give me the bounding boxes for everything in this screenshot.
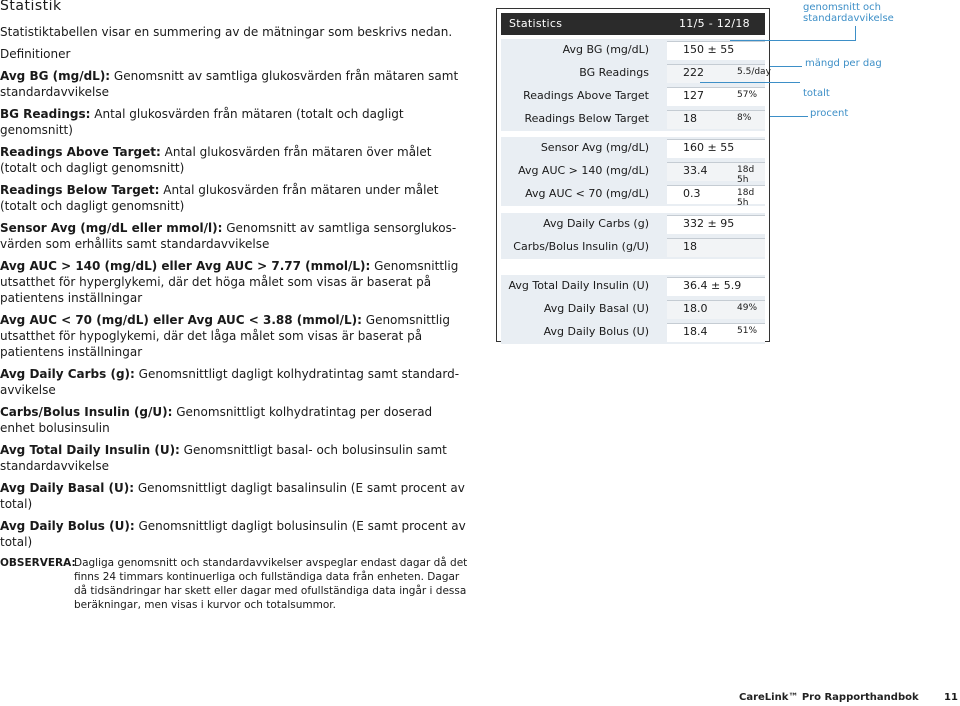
definition-item	[0, 366, 470, 398]
statistics-extra: 49%	[737, 303, 758, 313]
statistics-label: Avg Daily Basal (U)	[543, 302, 649, 315]
annotation-per-day: mängd per dag	[805, 58, 882, 69]
statistics-row	[501, 300, 765, 319]
statistics-row	[501, 87, 765, 106]
definition-text: Genomsnittligt dagligt basalinsulin (E samt procent av total)	[0, 481, 465, 511]
statistics-label: Avg AUC < 70 (mg/dL)	[525, 187, 649, 200]
definition-term: Sensor Avg (mg/dL eller mmol/l):	[0, 221, 223, 235]
definition-term: Avg Daily Basal (U):	[0, 481, 135, 495]
statistics-row	[501, 110, 765, 129]
definition-text: Genomsnitt av samtliga sensorglukosvärden som erhållits samt standardavvikelse	[0, 221, 457, 251]
definition-text: Genomsnittligt kolhydratintag per doserad enhet bolusinsulin	[0, 405, 433, 435]
statistics-extra: 8%	[737, 113, 752, 123]
page-title: Statistik	[0, 0, 62, 14]
statistics-value: 18	[683, 240, 697, 253]
definition-term: Avg AUC < 70 (mg/dL) eller Avg AUC < 3.88 (mmol/L):	[0, 313, 362, 327]
footer-manual-title: CareLink™ Pro Rapporthandbok	[739, 692, 919, 703]
definition-text: Antal glukosvärden från mätaren över målet (totalt och dagligt genomsnitt)	[0, 145, 432, 175]
statistics-row	[501, 64, 771, 83]
statistics-value: 36.4 ± 5.9	[683, 279, 742, 292]
statistics-row	[501, 215, 765, 234]
definition-text: Genomsnittligt basal- och bolusinsulin samt standardavvikelse	[0, 443, 447, 473]
annotation-total: totalt	[803, 88, 830, 99]
note	[0, 556, 470, 612]
statistics-group	[501, 39, 771, 131]
definition-item	[0, 442, 470, 474]
annotation-total-line	[700, 82, 800, 83]
annotation-percent-line	[770, 116, 808, 117]
statistics-label: Carbs/Bolus Insulin (g/U)	[513, 240, 649, 253]
statistics-row	[501, 277, 765, 296]
statistics-value: 18.4	[683, 325, 708, 338]
statistics-date-range: 11/5 - 12/18	[679, 17, 750, 30]
definition-term: Avg AUC > 140 (mg/dL) eller Avg AUC > 7.77 (mmol/L):	[0, 259, 371, 273]
statistics-value: 0.3	[683, 187, 701, 200]
statistics-group	[501, 137, 765, 206]
statistics-group	[501, 275, 765, 344]
page-number: 11	[944, 692, 958, 703]
note-label: OBSERVERA:	[0, 557, 76, 569]
statistics-value: 150 ± 55	[683, 43, 735, 56]
statistics-label: Readings Above Target	[523, 89, 649, 102]
definition-item	[0, 518, 470, 550]
definition-item	[0, 258, 470, 306]
statistics-row	[501, 139, 765, 158]
definitions-heading: Definitioner	[0, 47, 71, 61]
statistics-row	[501, 323, 765, 342]
statistics-value: 33.4	[683, 164, 708, 177]
definition-item	[0, 312, 470, 360]
statistics-row	[501, 185, 765, 208]
definition-item	[0, 220, 470, 252]
statistics-group	[501, 213, 765, 259]
definition-text: Genomsnittlig utsatthet för hypoglykemi, där det låga målet som visas är baserat på patientens inställningar	[0, 313, 450, 359]
definition-text: Genomsnittligt dagligt bolusinsulin (E samt procent av total)	[0, 519, 466, 549]
statistics-row	[501, 41, 765, 60]
statistics-extra: 57%	[737, 90, 758, 100]
definition-term: Avg Daily Carbs (g):	[0, 367, 135, 381]
definition-text: Genomsnitt av samtliga glukosvärden från mätaren samt standardavvikelse	[0, 69, 459, 99]
statistics-label: Sensor Avg (mg/dL)	[540, 141, 649, 154]
definition-term: Avg Total Daily Insulin (U):	[0, 443, 180, 457]
statistics-value: 18.0	[683, 302, 708, 315]
definition-text: Genomsnittlig utsatthet för hyperglykemi, där det höga målet som visas är baserat på patientens inställningar	[0, 259, 459, 305]
statistics-header	[501, 13, 765, 35]
definition-item	[0, 144, 470, 176]
statistics-extra: 18d 5h	[737, 188, 755, 208]
annotation-mean-sd-line-h	[730, 40, 856, 41]
definition-term: Readings Below Target:	[0, 183, 160, 197]
definition-text: Genomsnittligt dagligt kolhydratintag samt standardavvikelse	[0, 367, 460, 397]
statistics-label: Avg Daily Bolus (U)	[543, 325, 649, 338]
note-text: Dagliga genomsnitt och standardavvikelser avspeglar endast dagar då det finns 24 timmars kontinuerliga och fullständiga data från enheten. Dagar då tidsändringar har skett eller dagar med ofullständiga data ingår i dessa beräkningar, men visas i kurvor och totalsummor.	[74, 557, 468, 611]
statistics-value: 222	[683, 66, 704, 79]
definition-item	[0, 182, 470, 214]
annotation-per-day-line	[770, 66, 802, 67]
statistics-label: Avg BG (mg/dL)	[562, 43, 649, 56]
statistics-value: 127	[683, 89, 704, 102]
statistics-value-cell	[667, 238, 765, 257]
definitions-list	[0, 68, 470, 550]
definitions-column	[0, 24, 470, 612]
statistics-value: 332 ± 95	[683, 217, 735, 230]
statistics-label: Avg Total Daily Insulin (U)	[508, 279, 649, 292]
definition-term: Avg BG (mg/dL):	[0, 69, 111, 83]
definition-term: Carbs/Bolus Insulin (g/U):	[0, 405, 173, 419]
statistics-label: Avg AUC > 140 (mg/dL)	[518, 164, 649, 177]
statistics-row	[501, 162, 765, 185]
definition-item	[0, 68, 470, 100]
definition-term: BG Readings:	[0, 107, 91, 121]
statistics-row	[501, 238, 765, 257]
statistics-extra: 51%	[737, 326, 758, 336]
annotation-mean-sd: genomsnitt och standardavvikelse	[803, 2, 894, 24]
statistics-label: BG Readings	[579, 66, 649, 79]
definition-item	[0, 480, 470, 512]
definition-text: Antal glukosvärden från mätaren under målet (totalt och dagligt genomsnitt)	[0, 183, 439, 213]
annotation-mean-sd-line	[855, 26, 856, 40]
intro-text: Statistiktabellen visar en summering av de mätningar som beskrivs nedan.	[0, 25, 453, 39]
definition-item	[0, 106, 470, 138]
statistics-table	[496, 8, 770, 342]
definition-text: Antal glukosvärden från mätaren (totalt och dagligt genomsnitt)	[0, 107, 404, 137]
statistics-title: Statistics	[509, 17, 563, 30]
annotation-percent: procent	[810, 108, 849, 119]
definition-term: Readings Above Target:	[0, 145, 161, 159]
definition-item	[0, 404, 470, 436]
statistics-value: 160 ± 55	[683, 141, 735, 154]
statistics-label: Readings Below Target	[524, 112, 649, 125]
statistics-value: 18	[683, 112, 697, 125]
definition-term: Avg Daily Bolus (U):	[0, 519, 135, 533]
statistics-extra: 18d 5h	[737, 165, 755, 185]
statistics-label: Avg Daily Carbs (g)	[543, 217, 649, 230]
statistics-extra: 5.5/day	[737, 67, 771, 77]
